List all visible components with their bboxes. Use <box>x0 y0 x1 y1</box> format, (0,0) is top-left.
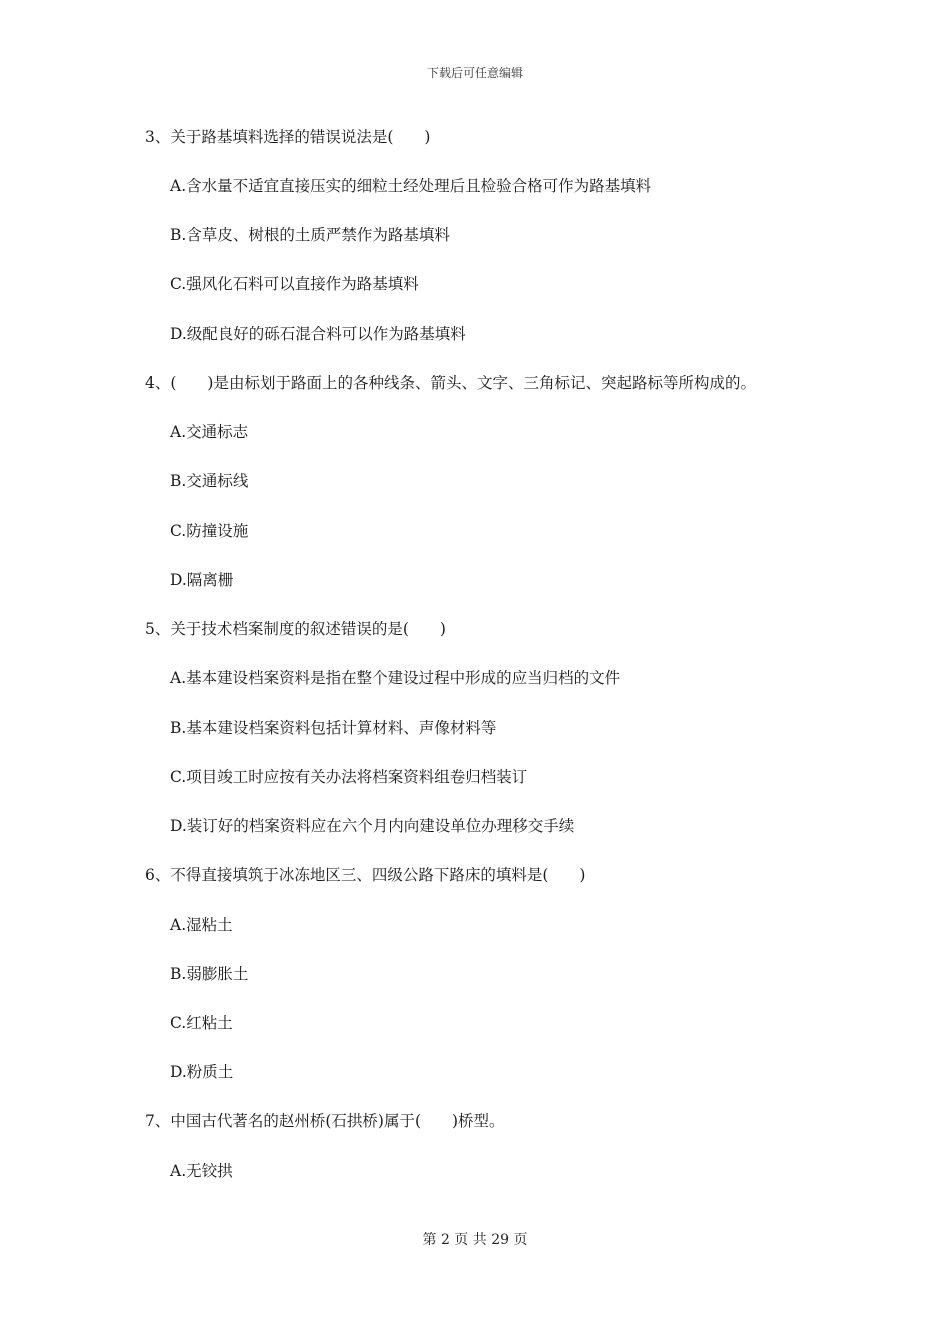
question-7-stem: 7、中国古代著名的赵州桥(石拱桥)属于( )桥型。 <box>145 1112 505 1130</box>
question-6-option-c: C.红粘土 <box>170 1014 233 1032</box>
question-3-option-c: C.强风化石料可以直接作为路基填料 <box>170 275 419 293</box>
question-3-option-d: D.级配良好的砾石混合料可以作为路基填料 <box>170 325 466 343</box>
question-3-option-b: B.含草皮、树根的土质严禁作为路基填料 <box>170 226 450 244</box>
question-3-stem: 3、关于路基填料选择的错误说法是( ) <box>145 128 431 146</box>
question-4-stem: 4、( )是由标划于路面上的各种线条、箭头、文字、三角标记、突起路标等所构成的。 <box>145 374 756 392</box>
question-5-option-b: B.基本建设档案资料包括计算材料、声像材料等 <box>170 719 497 737</box>
question-7-option-a: A.无铰拱 <box>170 1162 233 1180</box>
question-6-option-a: A.湿粘土 <box>170 916 233 934</box>
page-header: 下载后可任意编辑 <box>426 66 523 80</box>
question-6-option-b: B.弱膨胀土 <box>170 965 249 983</box>
question-5-option-d: D.装订好的档案资料应在六个月内向建设单位办理移交手续 <box>170 817 575 835</box>
question-6-option-d: D.粉质土 <box>170 1063 234 1081</box>
question-4-option-c: C.防撞设施 <box>170 522 249 540</box>
question-4-option-d: D.隔离栅 <box>170 571 234 589</box>
page-footer: 第 2 页 共 29 页 <box>422 1232 528 1248</box>
question-6-stem: 6、不得直接填筑于冰冻地区三、四级公路下路床的填料是( ) <box>145 866 586 884</box>
question-5-option-c: C.项目竣工时应按有关办法将档案资料组卷归档装订 <box>170 768 528 786</box>
question-5-stem: 5、关于技术档案制度的叙述错误的是( ) <box>145 620 446 638</box>
question-5-option-a: A.基本建设档案资料是指在整个建设过程中形成的应当归档的文件 <box>170 669 621 687</box>
question-4-option-a: A.交通标志 <box>170 423 249 441</box>
question-4-option-b: B.交通标线 <box>170 472 249 490</box>
question-3-option-a: A.含水量不适宜直接压实的细粒土经处理后且检验合格可作为路基填料 <box>170 177 652 195</box>
